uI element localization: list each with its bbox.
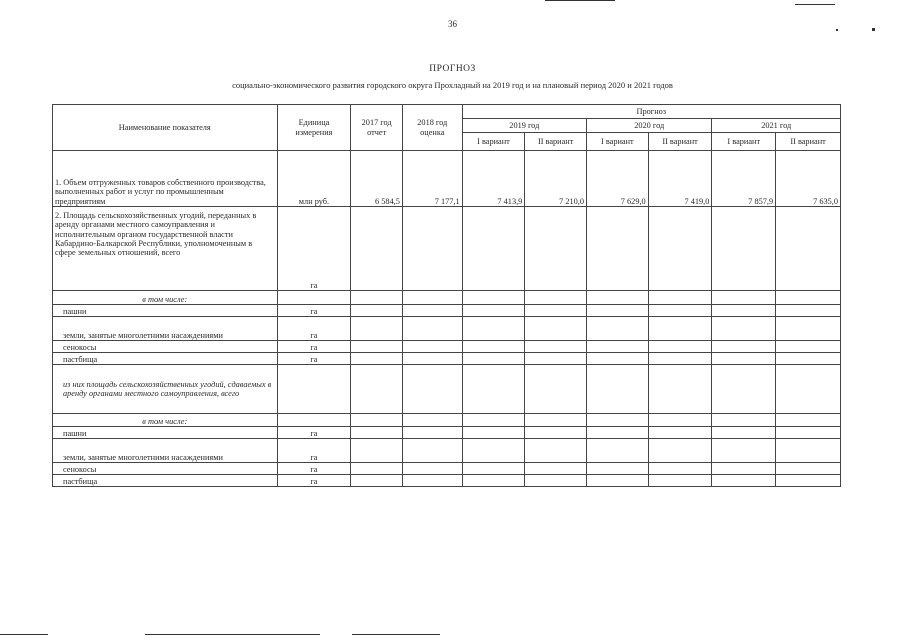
table-row [53,151,841,207]
header-unit: Единица измерения [277,105,351,151]
row-name: сенокосы [53,341,278,353]
table-row [53,475,841,487]
header-variant-2: II вариант [525,133,587,151]
value-2020-v2: 7 419,0 [648,151,712,207]
row-name: земли, занятые многолетними насаждениями [53,439,278,463]
value-2019-v1: 7 413,9 [462,151,525,207]
header-year-2021: 2021 год [712,119,841,133]
table-row [53,353,841,365]
value-2020-v1: 7 629,0 [587,151,649,207]
header-variant-1: I вариант [712,133,776,151]
value-2021-v2: 7 635,0 [776,151,841,207]
table-row [53,207,841,291]
header-year-2020: 2020 год [587,119,712,133]
row-unit: га [277,463,351,475]
header-variant-1: I вариант [462,133,525,151]
row-unit: га [277,317,351,341]
scan-dot-1 [836,29,838,31]
forecast-table [52,104,841,487]
row-unit [277,291,351,305]
scan-line-bottom-mid [145,634,320,635]
document-title: ПРОГНОЗ [429,64,476,74]
row-name: сенокосы [53,463,278,475]
table-row [53,305,841,317]
header-variant-1: I вариант [587,133,649,151]
row-name: пастбища [53,353,278,365]
row-name: в том числе: [53,291,278,305]
value-2017: 6 584,5 [351,151,403,207]
header-2017: 2017 год отчет [351,105,403,151]
scan-mark-top [545,0,615,1]
row-unit: млн руб. [277,151,351,207]
header-name: Наименование показателя [53,105,278,151]
row-unit: га [277,427,351,439]
scan-mark-top-right [795,4,835,5]
table-row [53,365,841,414]
table-row [53,414,841,427]
table-row [53,439,841,463]
page-number: 36 [448,19,457,29]
table-row [53,291,841,305]
row-unit [277,365,351,414]
scan-line-bottom-right [352,634,440,635]
row-unit: га [277,475,351,487]
row-unit: га [277,353,351,365]
value-2018: 7 177,1 [402,151,462,207]
row-name: в том числе: [53,414,278,427]
header-variant-2: II вариант [648,133,712,151]
value-2021-v1: 7 857,9 [712,151,776,207]
row-name: из них площадь сельскохозяйственных угодий, сдаваемых в аренду органами местного самоуправления, всего [53,365,278,414]
header-forecast: Прогноз [462,105,840,119]
row-name: пашни [53,427,278,439]
table-row [53,463,841,475]
value-2019-v2: 7 210,0 [525,151,587,207]
table-row [53,341,841,353]
row-unit: га [277,305,351,317]
document-subtitle: социально-экономического развития городского округа Прохладный на 2019 год и на плановый период 2020 и 2021 годов [232,80,673,90]
row-name: 2. Площадь сельскохозяйственных угодий, переданных в аренду органами местного самоуправления и исполнительным органом государственной власти Кабардино-Балкарской Республики, уполномоченным в сфере земельных отношений, всего [53,207,278,291]
row-name: 1. Объем отгруженных товаров собственного производства, выполненных работ и услуг по промышленным предприятиям [53,151,278,207]
row-unit: га [277,439,351,463]
table-row [53,427,841,439]
header-year-2019: 2019 год [462,119,586,133]
row-unit [277,414,351,427]
row-unit: га [277,207,351,291]
scan-dot-2 [872,28,875,31]
header-variant-2: II вариант [776,133,841,151]
table-row [53,317,841,341]
header-2018: 2018 год оценка [402,105,462,151]
row-name: пашни [53,305,278,317]
row-name: земли, занятые многолетними насаждениями [53,317,278,341]
scan-line-bottom-left [0,634,48,635]
row-name: пастбища [53,475,278,487]
row-unit: га [277,341,351,353]
